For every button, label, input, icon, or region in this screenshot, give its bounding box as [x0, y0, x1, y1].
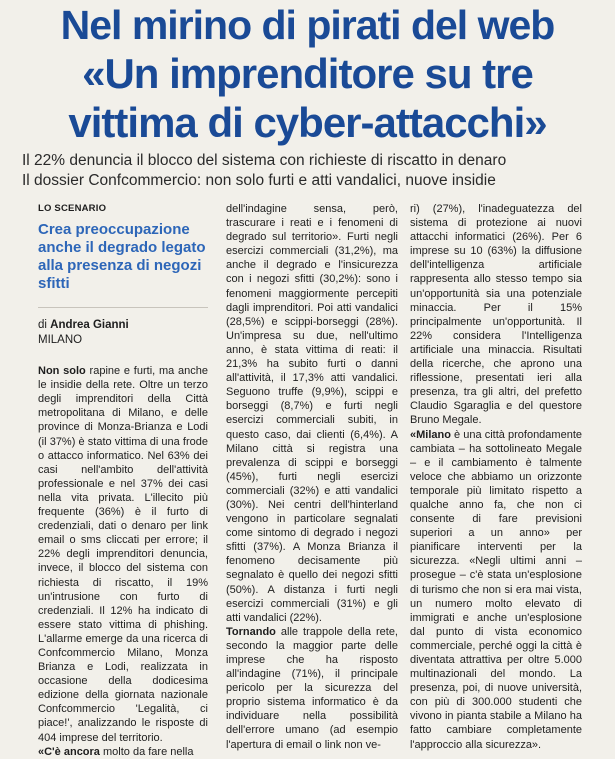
paragraph: [38, 364, 208, 745]
sidebar-title: Crea preoccupazione anche il degrado legato alla presenza di negozi sfitti: [38, 221, 206, 293]
body-text: rapine e furti, ma anche le insidie della rete. Oltre un terzo degli imprenditori della Città metropolitana di Milano, e delle province di Monza-Brianza e Lodi (il 37%) è stato vittima di una frode o attacco informatico. Nel 63% dei casi nell'ambito dell'attività professionale e nel 37% dei casi nella vita privata. L'illecito più frequente (36%) è il furto di credenziali, dati o denaro per link email o sms cliccati per errore; il 22% degli imprenditori denuncia, invece, il blocco del sistema con richiesta di riscatto, il 19% un'intrusione con furto di credenziali. Il 12% ha indicato di essere stato vittima di phishing. L'allarme emerge da una ricerca di Confcommercio Milano, Monza Brianza e Lodi, realizzata in occasione della dodicesima edizione della giornata nazionale Confcommercio 'Legalità, ci piace!', analizzando le risposte di 404 imprese del territorio.: [38, 365, 208, 744]
paragraph: ri) (27%), l'inadeguatezza del sistema di protezione ai nuovi attacchi informatici (26%). Per 6 imprese su 10 (63%) la diffusione dell'intelligenza artificiale rappresenta allo stesso tempo sia un'opportunità sia una potenziale minaccia. Per il 15% principalmente un'opportunità. Il 22% considera l'Intelligenza artificiale una minaccia. Risultati della ricerche, che aprono una riflessione, presentati ieri alla presenza, tra gli altri, del prefetto Claudio Sgaraglia e del questore Bruno Megale.: [410, 203, 582, 427]
byline-author: Andrea Gianni: [50, 319, 129, 332]
divider: [38, 307, 208, 308]
article-column-3: [410, 202, 582, 752]
article-column-1: [38, 202, 208, 759]
headline-line-2: «Un imprenditore su tre: [82, 50, 533, 97]
lead-in: «Milano: [410, 428, 451, 441]
byline: [38, 318, 208, 348]
body-text: è una città profondamente cambiata – ha sottolineato Megale – e il cambiamento è talmente veloce che abbiamo un orizzonte temporale più limitato rispetto a qualche anno fa, che non ci consente di fare previsioni superiori a un anno» per pianificare interventi per la sicurezza. «Negli ultimi anni – prosegue – c'è stata un'esplosione di turismo che non si era mai vista, un numero molto elevato di immigrati e anche un'esplosione dal punto di vista economico commerciale, perché oggi la città è diventata attrattiva per oltre 5.000 multinazionali del mondo. La presenza, poi, di nuove università, con più di 300.000 studenti che vivono in pianta stabile a Milano ha fatto cambiare completamente l'approccio alla sicurezza».: [410, 428, 582, 751]
paragraph: [410, 428, 582, 752]
section-label: LO SCENARIO: [38, 203, 107, 214]
headline-line-3: vittima di cyber-attacchi»: [68, 99, 547, 146]
subtitle-line-2: Il dossier Confcommercio: non solo furti e atti vandalici, nuove insidie: [22, 172, 496, 189]
body-text: alle trappole della rete, secondo la maggior parte delle imprese che ha risposto all'indagine (71%), il principale pericolo per la sicurezza del proprio sistema informatico è da individuare nella possibilità dell'errore umano (ad esempio l'apertura di email o link non ve-: [226, 625, 398, 751]
lead-in: Non solo: [38, 365, 86, 378]
article-column-2: [226, 202, 398, 752]
byline-city: MILANO: [38, 334, 83, 347]
paragraph: [226, 625, 398, 752]
byline-prefix: di: [38, 319, 51, 332]
paragraph: dell'indagine sensa, però, trascurare i reati e i fenomeni di degrado sul territorio». Furti negli esercizi commerciali (31,2%), ma anche il degrado e l'insicurezza con i negozi sfitti (30,2%): sono i fenomeni maggiormente percepiti dagli imprenditori. Poi atti vandalici (28,5%) e scippi-borseggi (28%). Un'impresa su due, nell'ultimo anno, è stata vittima di reati: il 21,3% ha subito furti o danni all'attività, il 17,3% atti vandalici. Seguono truffe (9,9%), scippi e borseggi (8,7%) e furti negli esercizi commerciali subiti, in questo caso, dai clienti (6,4%). A Milano città si registra una prevalenza di scippi e borseggi (45%), furti negli esercizi commerciali (32%) e atti vandalici (30%). Nei centri dell'hinterland vengono in particolare segnalati come sintomo di degrado i negozi sfitti (37%). A Monza Brianza il fenomeno decisamente più segnalato è quello dei negozi sfitti (50%). A distanza i furti negli esercizi commerciali (31%) e gli atti vandalici (22%).: [226, 203, 398, 624]
subtitle-line-1: Il 22% denuncia il blocco del sistema con richieste di riscatto in denaro: [22, 152, 507, 169]
lead-in: «C'è ancora: [38, 745, 100, 758]
body-text: molto da fare nella: [99, 745, 194, 758]
lead-in: Tornando: [226, 625, 276, 638]
headline-line-1: Nel mirino di pirati del web: [60, 2, 555, 48]
